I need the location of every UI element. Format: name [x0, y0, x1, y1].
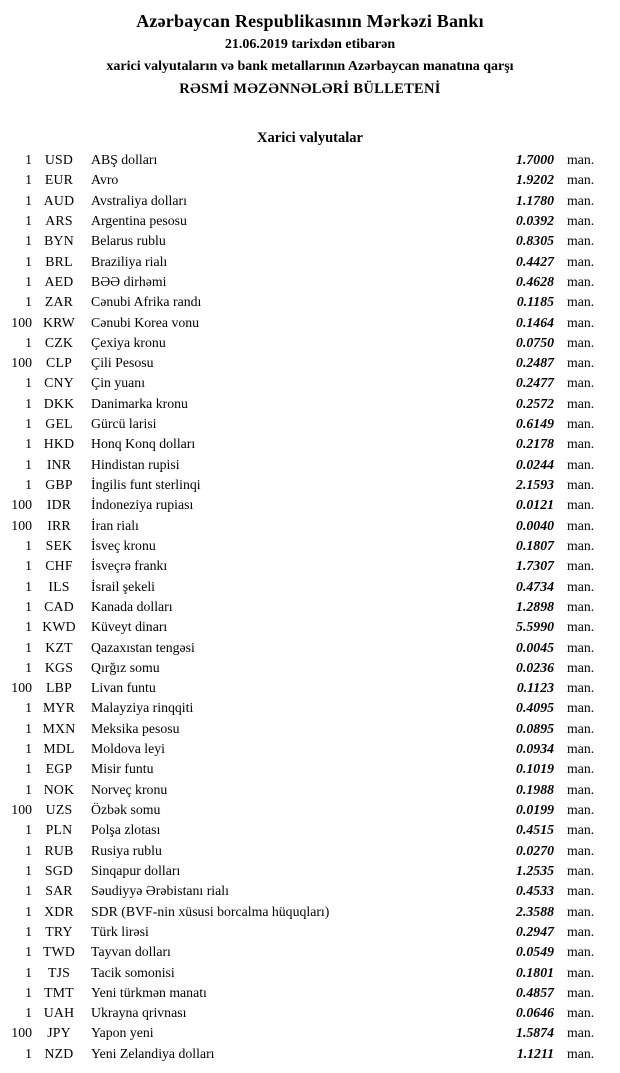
rate-value: 1.2898: [516, 598, 554, 614]
currency-code: RUB: [44, 842, 74, 858]
rate-unit: man.: [567, 1025, 595, 1041]
currency-name: Polşa zlotası: [91, 822, 161, 838]
rate-nominal: 1: [25, 1005, 32, 1021]
rate-row: [0, 373, 620, 393]
rate-nominal: 1: [25, 944, 32, 960]
rate-nominal: 1: [25, 558, 32, 574]
currency-code: EGP: [45, 761, 73, 777]
currency-code: XDR: [44, 903, 74, 919]
rate-row: [0, 211, 620, 231]
rate-value: 1.7307: [516, 558, 554, 574]
rate-nominal: 1: [25, 964, 32, 980]
rate-row: [0, 434, 620, 454]
rate-nominal: 1: [25, 598, 32, 614]
currency-code: EUR: [44, 172, 74, 188]
currency-code: MXN: [42, 720, 76, 736]
rate-unit: man.: [567, 416, 595, 432]
rate-row: [0, 353, 620, 373]
currency-code: SAR: [45, 883, 73, 899]
rate-nominal: 1: [25, 842, 32, 858]
rate-value: 0.2572: [516, 395, 554, 411]
rate-unit: man.: [567, 984, 595, 1000]
currency-code: BYN: [44, 233, 74, 249]
rate-row: [0, 1003, 620, 1023]
currency-code: CAD: [44, 598, 74, 614]
rate-unit: man.: [567, 761, 595, 777]
rate-nominal: 1: [25, 822, 32, 838]
rate-nominal: 1: [25, 212, 32, 228]
currency-name: İndoneziya rupiası: [91, 497, 194, 513]
rate-nominal: 1: [25, 700, 32, 716]
rate-nominal: 1: [25, 416, 32, 432]
rate-nominal: 1: [25, 273, 32, 289]
rate-nominal: 1: [25, 172, 32, 188]
rate-row: [0, 191, 620, 211]
rate-unit: man.: [567, 680, 595, 696]
currency-name: Sinqapur dolları: [91, 862, 181, 878]
rate-row: [0, 414, 620, 434]
currency-name: İsveç kronu: [91, 537, 156, 553]
currency-code: PLN: [45, 822, 73, 838]
currency-name: Səudiyyə Ərəbistanı rialı: [91, 883, 229, 899]
rate-row: [0, 617, 620, 637]
currency-code: ZAR: [44, 294, 74, 310]
rate-unit: man.: [567, 944, 595, 960]
currency-code: JPY: [47, 1025, 71, 1041]
rate-nominal: 1: [25, 619, 32, 635]
rate-value: 0.4857: [516, 984, 554, 1000]
currency-code: DKK: [43, 395, 75, 411]
currency-name: Avstraliya dolları: [91, 192, 187, 208]
effective-date-line: 21.06.2019 tarixdən etibarən: [224, 37, 396, 52]
rate-unit: man.: [567, 619, 595, 635]
rate-nominal: 1: [25, 1045, 32, 1061]
rate-value: 2.3588: [516, 903, 554, 919]
currency-name: Avro: [91, 172, 119, 188]
currency-code: USD: [44, 152, 74, 167]
rate-row: [0, 475, 620, 495]
currency-code: UAH: [43, 1005, 75, 1021]
rate-value: 0.0646: [516, 1005, 554, 1021]
currency-name: Cənubi Korea vonu: [91, 314, 200, 330]
currency-name: Belarus rublu: [91, 233, 166, 249]
rate-nominal: 100: [11, 802, 32, 817]
rate-value: 0.0934: [516, 741, 554, 757]
rates-table: [0, 150, 620, 1064]
rate-unit: man.: [567, 537, 595, 553]
rate-value: 0.4095: [516, 700, 554, 716]
rate-row: [0, 556, 620, 576]
rate-nominal: 1: [25, 659, 32, 675]
rate-value: 0.0895: [516, 720, 554, 736]
rate-nominal: 100: [11, 355, 32, 371]
rate-row: [0, 252, 620, 272]
currency-code: GBP: [45, 477, 73, 492]
rate-row: [0, 577, 620, 597]
currency-name: Livan funtu: [91, 680, 156, 696]
currency-name: Küveyt dinarı: [91, 619, 168, 635]
rate-value: 0.0270: [516, 842, 554, 858]
rate-value: 1.2535: [516, 862, 554, 878]
rate-row: [0, 292, 620, 312]
currency-name: Tacik somonisi: [91, 964, 175, 980]
rate-unit: man.: [567, 314, 595, 330]
rate-value: 1.1780: [516, 192, 554, 208]
rate-row: [0, 922, 620, 942]
rate-nominal: 1: [25, 456, 32, 472]
currency-name: Rusiya rublu: [91, 842, 162, 858]
rate-value: 0.4734: [516, 578, 554, 594]
currency-name: Yeni türkmən manatı: [91, 984, 207, 1000]
rate-row: [0, 658, 620, 678]
currency-code: ARS: [45, 212, 73, 228]
rate-unit: man.: [567, 497, 595, 513]
rate-unit: man.: [567, 436, 595, 452]
rate-unit: man.: [567, 172, 595, 188]
currency-name: ABŞ dolları: [91, 152, 158, 167]
rate-row: [0, 739, 620, 759]
rate-nominal: 1: [25, 578, 32, 594]
bulletin-title: RƏSMİ MƏZƏNNƏLƏRİ BÜLLETENİ: [179, 81, 441, 97]
rate-nominal: 1: [25, 334, 32, 350]
rate-nominal: 1: [25, 375, 32, 391]
rate-value: 0.4628: [516, 273, 554, 289]
rate-unit: man.: [567, 964, 595, 980]
subject-line: xarici valyutaların və bank metallarının Azərbaycan manatına qarşı: [106, 59, 514, 74]
rate-row: [0, 516, 620, 536]
currency-name: Özbək somu: [91, 802, 161, 817]
currency-name: İran rialı: [91, 517, 139, 533]
rate-row: [0, 1044, 620, 1064]
rate-value: 0.0549: [516, 944, 554, 960]
rate-value: 0.1807: [516, 537, 554, 553]
rate-row: [0, 394, 620, 414]
currency-name: Malayziya rinqqiti: [91, 700, 194, 716]
rate-value: 0.1019: [516, 761, 554, 777]
currency-code: TJS: [47, 964, 71, 980]
rate-row: [0, 820, 620, 840]
rate-unit: man.: [567, 456, 595, 472]
rate-value: 1.1211: [516, 1045, 554, 1061]
currency-name: Norveç kronu: [91, 781, 168, 797]
currency-name: Qırğız somu: [91, 659, 160, 675]
rate-nominal: 1: [25, 294, 32, 310]
rate-unit: man.: [567, 558, 595, 574]
currency-name: Gürcü larisi: [91, 416, 157, 432]
rate-row: [0, 170, 620, 190]
rate-nominal: 1: [25, 883, 32, 899]
currency-code: LBP: [46, 680, 72, 696]
currency-name: Argentina pesosu: [91, 212, 187, 228]
rate-nominal: 1: [25, 477, 32, 492]
rate-value: 0.2947: [516, 923, 554, 939]
rate-nominal: 100: [11, 314, 32, 330]
currency-name: Türk lirəsi: [91, 923, 149, 939]
rate-row: [0, 597, 620, 617]
rate-value: 0.0045: [516, 639, 554, 655]
rate-unit: man.: [567, 578, 595, 594]
rate-value: 1.5874: [516, 1025, 554, 1041]
rate-row: [0, 333, 620, 353]
rate-nominal: 100: [11, 1025, 32, 1041]
rate-nominal: 1: [25, 537, 32, 553]
rate-row: [0, 800, 620, 820]
currency-code: CZK: [44, 334, 74, 350]
currency-code: BRL: [45, 253, 73, 269]
rate-row: [0, 150, 620, 170]
currency-name: İngilis funt sterlinqi: [91, 477, 201, 492]
currency-code: MYR: [42, 700, 76, 716]
currency-code: NOK: [43, 781, 75, 797]
rate-value: 0.6149: [516, 416, 554, 432]
rate-value: 0.1185: [516, 294, 554, 310]
rate-nominal: 1: [25, 253, 32, 269]
rate-row: [0, 455, 620, 475]
rate-unit: man.: [567, 923, 595, 939]
currency-code: INR: [46, 456, 72, 472]
rate-row: [0, 719, 620, 739]
currency-name: Yapon yeni: [91, 1025, 154, 1041]
rate-row: [0, 313, 620, 333]
rate-unit: man.: [567, 720, 595, 736]
rate-unit: man.: [567, 517, 595, 533]
rate-value: 0.0199: [516, 802, 554, 817]
rate-value: 0.0244: [516, 456, 554, 472]
rate-row: [0, 902, 620, 922]
rate-unit: man.: [567, 802, 595, 817]
currency-code: UZS: [45, 802, 73, 817]
rate-value: 0.4427: [516, 253, 554, 269]
currency-code: AED: [44, 273, 74, 289]
rate-row: [0, 942, 620, 962]
rate-nominal: 1: [25, 233, 32, 249]
currency-name: Kanada dolları: [91, 598, 173, 614]
rate-row: [0, 678, 620, 698]
document-header: [0, 0, 620, 100]
rate-value: 0.2477: [516, 375, 554, 391]
rate-value: 0.4533: [516, 883, 554, 899]
rate-value: 0.1988: [516, 781, 554, 797]
rate-unit: man.: [567, 375, 595, 391]
currency-code: NZD: [44, 1045, 74, 1061]
rate-value: 0.1123: [516, 680, 554, 696]
rate-row: [0, 272, 620, 292]
rate-row: [0, 536, 620, 556]
rate-unit: man.: [567, 477, 595, 492]
currency-name: Çexiya kronu: [91, 334, 166, 350]
currency-name: BƏƏ dirhəmi: [91, 273, 167, 289]
rate-unit: man.: [567, 903, 595, 919]
currency-name: Qazaxıstan tengəsi: [91, 639, 195, 655]
rate-nominal: 1: [25, 781, 32, 797]
rate-unit: man.: [567, 883, 595, 899]
currency-name: Misir funtu: [91, 761, 154, 777]
rate-nominal: 1: [25, 923, 32, 939]
currency-code: SEK: [45, 537, 73, 553]
rate-value: 0.1801: [516, 964, 554, 980]
currency-code: IRR: [47, 517, 71, 533]
currency-code: KRW: [42, 314, 76, 330]
currency-name: Cənubi Afrika randı: [91, 294, 202, 310]
rate-row: [0, 861, 620, 881]
rate-unit: man.: [567, 700, 595, 716]
rate-nominal: 1: [25, 192, 32, 208]
currency-name: Braziliya rialı: [91, 253, 168, 269]
rate-unit: man.: [567, 152, 595, 167]
rate-unit: man.: [567, 862, 595, 878]
rate-row: [0, 759, 620, 779]
rate-nominal: 1: [25, 152, 32, 167]
rate-nominal: 1: [25, 395, 32, 411]
rate-value: 0.0392: [516, 212, 554, 228]
currency-code: IDR: [46, 497, 72, 513]
rate-nominal: 100: [11, 517, 32, 533]
rate-unit: man.: [567, 659, 595, 675]
rate-unit: man.: [567, 273, 595, 289]
rate-unit: man.: [567, 253, 595, 269]
rate-value: 1.7000: [516, 152, 554, 167]
rate-unit: man.: [567, 842, 595, 858]
currency-code: CNY: [44, 375, 74, 391]
currency-name: İsveçrə frankı: [91, 558, 168, 574]
rate-value: 0.0040: [516, 517, 554, 533]
currency-code: ILS: [48, 578, 70, 594]
currency-code: TRY: [45, 923, 73, 939]
currency-name: İsrail şekeli: [91, 578, 155, 594]
rate-unit: man.: [567, 741, 595, 757]
currency-code: KGS: [44, 659, 74, 675]
section-title-foreign-currencies: Xarici valyutalar: [257, 130, 363, 146]
rate-value: 1.9202: [516, 172, 554, 188]
rate-row: [0, 698, 620, 718]
rate-row: [0, 231, 620, 251]
rate-value: 0.8305: [516, 233, 554, 249]
rate-nominal: 1: [25, 903, 32, 919]
rate-nominal: 1: [25, 741, 32, 757]
rate-unit: man.: [567, 355, 595, 371]
rate-row: [0, 983, 620, 1003]
rate-unit: man.: [567, 233, 595, 249]
currency-code: HKD: [43, 436, 75, 452]
rate-nominal: 1: [25, 984, 32, 1000]
rate-unit: man.: [567, 822, 595, 838]
currency-name: Tayvan dolları: [91, 944, 171, 960]
rate-nominal: 100: [11, 680, 32, 696]
rate-nominal: 1: [25, 720, 32, 736]
currency-code: AUD: [43, 192, 75, 208]
currency-code: KZT: [45, 639, 73, 655]
rate-value: 0.0236: [516, 659, 554, 675]
rate-nominal: 1: [25, 761, 32, 777]
currency-code: TMT: [44, 984, 74, 1000]
rate-nominal: 100: [11, 497, 32, 513]
rate-unit: man.: [567, 781, 595, 797]
rate-row: [0, 495, 620, 515]
rate-value: 0.2487: [516, 355, 554, 371]
rate-nominal: 1: [25, 862, 32, 878]
bank-title: Azərbaycan Respublikasının Mərkəzi Bankı: [136, 11, 484, 31]
rate-row: [0, 841, 620, 861]
rate-value: 0.0121: [516, 497, 554, 513]
rate-unit: man.: [567, 192, 595, 208]
currency-name: SDR (BVF-nin xüsusi borcalma hüquqları): [91, 903, 330, 919]
rate-nominal: 1: [25, 639, 32, 655]
rate-row: [0, 881, 620, 901]
rate-row: [0, 638, 620, 658]
rate-row: [0, 1023, 620, 1043]
rate-value: 0.2178: [516, 436, 554, 452]
rate-value: 0.4515: [516, 822, 554, 838]
currency-name: Çili Pesosu: [91, 355, 154, 371]
currency-name: Moldova leyi: [91, 741, 165, 757]
currency-name: Meksika pesosu: [91, 720, 180, 736]
rate-row: [0, 780, 620, 800]
currency-name: Yeni Zelandiya dolları: [91, 1045, 215, 1061]
currency-name: Çin yuanı: [91, 375, 146, 391]
rate-value: 0.1464: [516, 314, 554, 330]
currency-name: Danimarka kronu: [91, 395, 188, 411]
rate-unit: man.: [567, 395, 595, 411]
rate-unit: man.: [567, 294, 595, 310]
currency-code: KWD: [42, 619, 76, 635]
rate-unit: man.: [567, 1005, 595, 1021]
currency-name: Ukrayna qrivnası: [91, 1005, 187, 1021]
rate-nominal: 1: [25, 436, 32, 452]
currency-code: CLP: [46, 355, 72, 371]
rate-value: 5.5990: [516, 619, 554, 635]
currency-code: TWD: [42, 944, 75, 960]
rate-unit: man.: [567, 639, 595, 655]
currency-code: GEL: [45, 416, 73, 432]
rate-unit: man.: [567, 1045, 595, 1061]
currency-code: SGD: [44, 862, 74, 878]
rate-value: 2.1593: [516, 477, 554, 492]
rate-unit: man.: [567, 212, 595, 228]
currency-code: CHF: [45, 558, 73, 574]
currency-name: Honq Konq dolları: [91, 436, 196, 452]
rate-row: [0, 963, 620, 983]
rate-unit: man.: [567, 334, 595, 350]
currency-code: MDL: [43, 741, 75, 757]
rate-unit: man.: [567, 598, 595, 614]
currency-name: Hindistan rupisi: [91, 456, 180, 472]
rate-value: 0.0750: [516, 334, 554, 350]
